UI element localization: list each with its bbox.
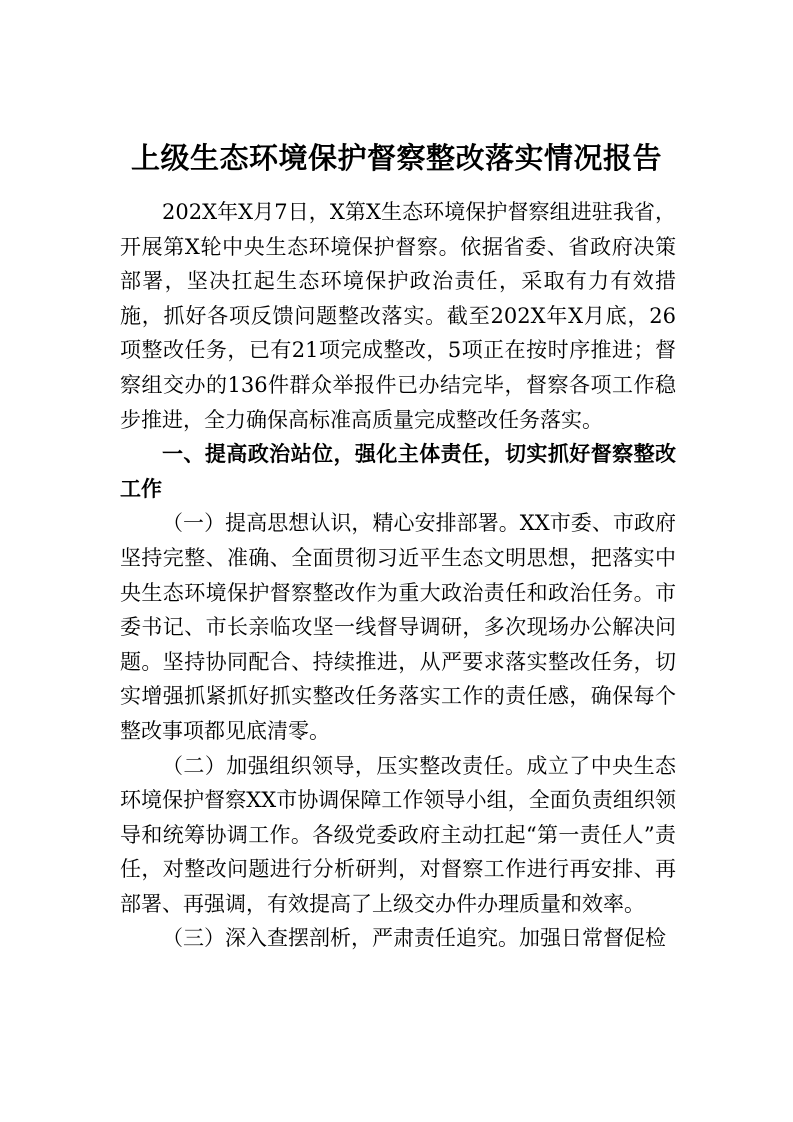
subsection-paragraph-2: （二）加强组织领导，压实整改责任。成立了中央生态环境保护督察XX市协调保障工作领导小组，全面负责组织领导和统筹协调工作。各级党委政府主动扛起“第一责任人”责任，对整改问题进行分析研判，对督察工作进行再安排、再部署、再强调，有效提高了上级交办件办理质量和效率。 — [120, 753, 676, 916]
subsection-paragraph-1: （一）提高思想认识，精心安排部署。XX市委、市政府坚持完整、准确、全面贯彻习近平生态文明思想，把落实中央生态环境保护督察整改作为重大政治责任和政治任务。市委书记、市长亲临攻坚一线督导调研，多次现场办公解决问题。坚持协同配合、持续推进，从严要求落实整改任务，切实增强抓紧抓好抓实整改任务落实工作的责任感，确保每个整改事项都见底清零。 — [120, 511, 676, 743]
subsection-paragraph-3: （三）深入查摆剖析，严肃责任追究。加强日常督促检 — [162, 926, 666, 951]
section-heading-1: 一、提高政治站位，强化主体责任，切实抓好督察整改工作 — [120, 442, 676, 501]
document-body — [120, 195, 676, 956]
document-title: 上级生态环境保护督察整改落实情况报告 — [130, 141, 662, 175]
intro-paragraph: 202X年X月7日，X第X生态环境保护督察组进驻我省，开展第X轮中央生态环境保护督察。依据省委、省政府决策部署，坚决扛起生态环境保护政治责任，采取有力有效措施，抓好各项反馈问题整改落实。截至202X年X月底，26项整改任务，已有21项完成整改，5项正在按时序推进；督察组交办的136件群众举报件已办结完毕，督察各项工作稳步推进，全力确保高标准高质量完成整改任务落实。 — [120, 200, 676, 432]
